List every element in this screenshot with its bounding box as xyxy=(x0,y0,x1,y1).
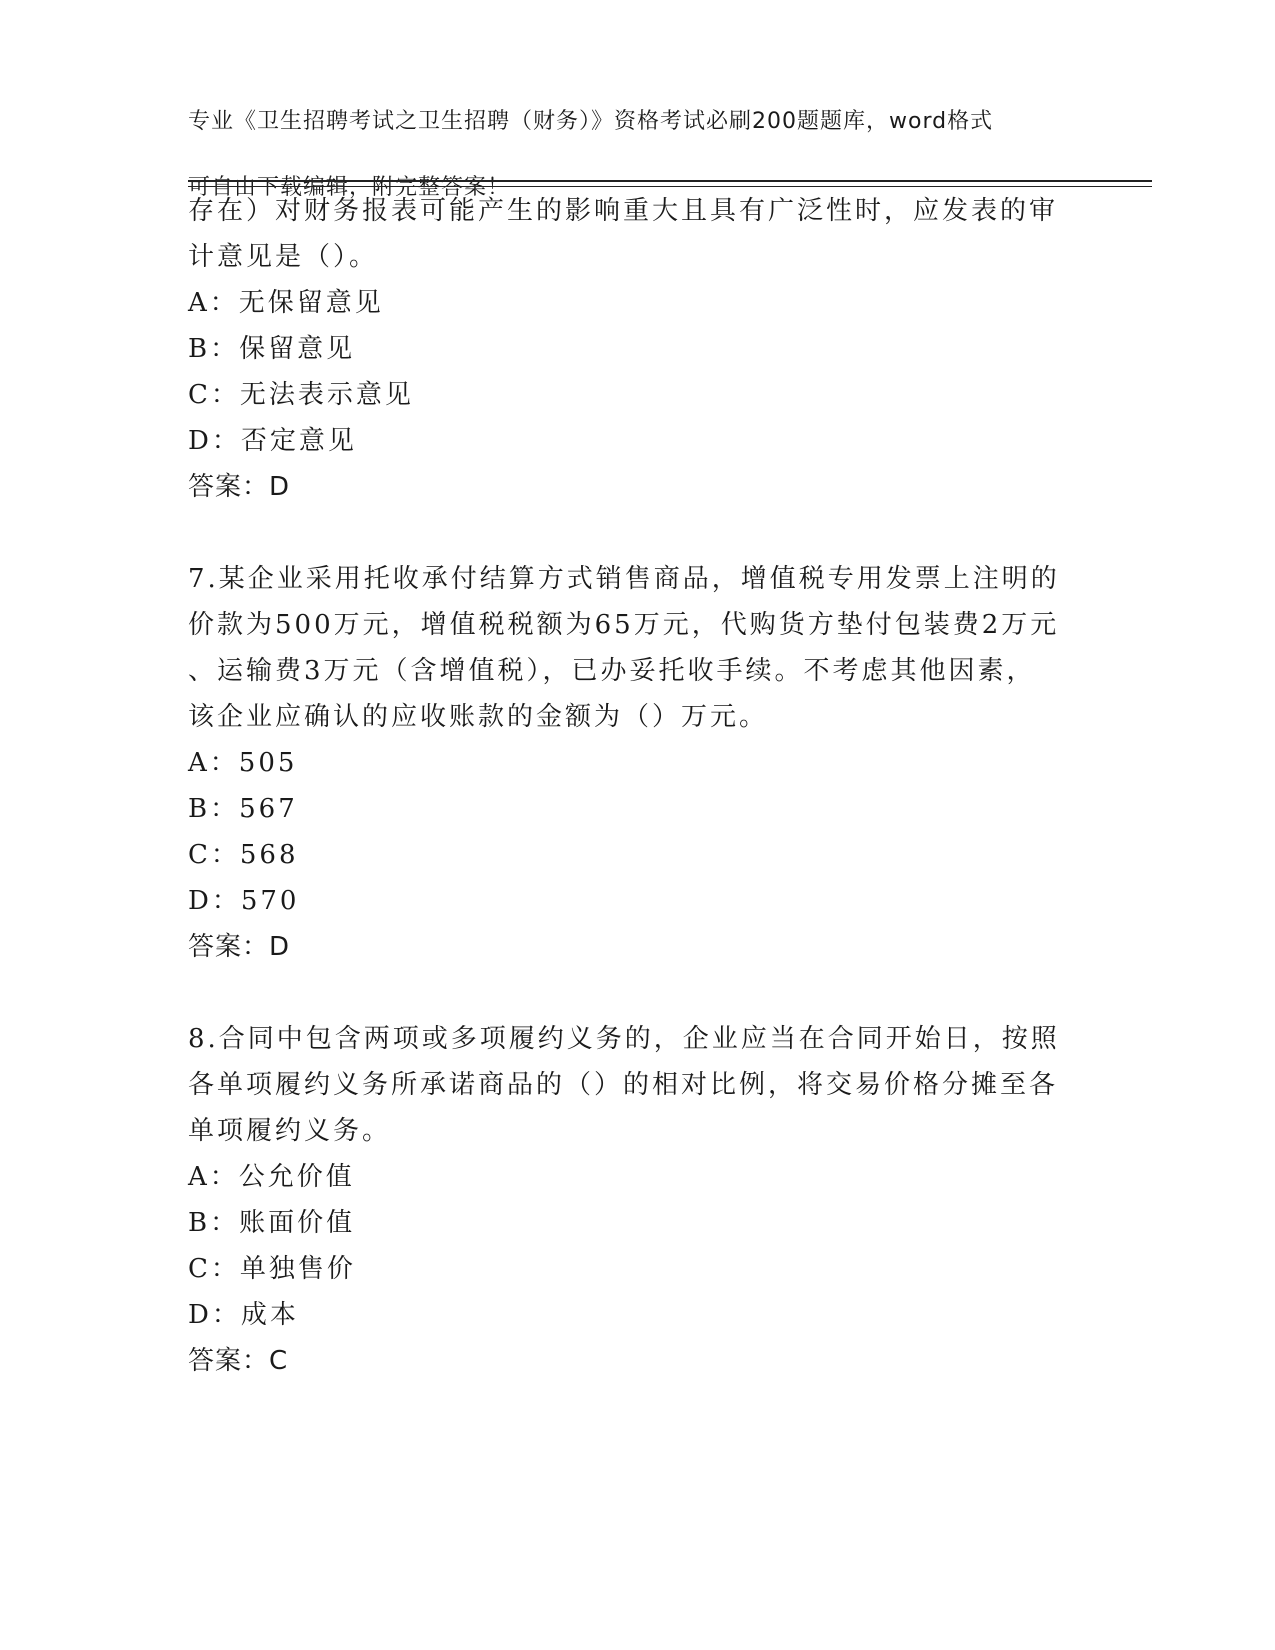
question-spacer xyxy=(188,970,1108,1016)
option-a: A：505 xyxy=(188,748,298,778)
option-c: C：568 xyxy=(188,840,299,870)
question-8 xyxy=(188,1016,1108,1384)
option-d: D：否定意见 xyxy=(188,426,357,456)
question-spacer xyxy=(188,510,1108,556)
header-title-line-2: 可自由下载编辑，附完整答案！ xyxy=(188,175,511,200)
question-stem-line: 7.某企业采用托收承付结算方式销售商品，增值税专用发票上注明的 xyxy=(188,564,1060,594)
question-stem-line: 该企业应确认的应收账款的金额为（）万元。 xyxy=(188,702,769,732)
header-title-line-1: 专业《卫生招聘考试之卫生招聘（财务）》资格考试必刷200题题库，word格式 xyxy=(188,109,994,134)
option-a: A：公允价值 xyxy=(188,1162,355,1192)
question-6 xyxy=(188,188,1108,510)
question-stem-line: 价款为500万元，增值税税额为65万元，代购货方垫付包装费2万元 xyxy=(188,610,1060,640)
question-stem-line: 存在）对财务报表可能产生的影响重大且具有广泛性时，应发表的审 xyxy=(188,196,1059,226)
answer-line: 答案：D xyxy=(188,472,291,502)
question-stem-line: 计意见是（）。 xyxy=(188,242,379,272)
header-divider-thick xyxy=(188,180,1152,182)
option-b: B：账面价值 xyxy=(188,1208,356,1238)
option-d: D：成本 xyxy=(188,1300,299,1330)
option-b: B：567 xyxy=(188,794,298,824)
answer-line: 答案：C xyxy=(188,1346,289,1376)
option-d: D：570 xyxy=(188,886,300,916)
question-7 xyxy=(188,556,1108,970)
question-stem-line: 、运输费3万元（含增值税），已办妥托收手续。不考虑其他因素， xyxy=(188,656,1036,686)
answer-line: 答案：D xyxy=(188,932,291,962)
option-c: C：单独售价 xyxy=(188,1254,356,1284)
header-divider-thin xyxy=(188,186,1152,187)
option-b: B：保留意见 xyxy=(188,334,356,364)
question-stem-line: 各单项履约义务所承诺商品的（）的相对比例，将交易价格分摊至各 xyxy=(188,1070,1059,1100)
question-stem-line: 8.合同中包含两项或多项履约义务的，企业应当在合同开始日，按照 xyxy=(188,1024,1060,1054)
question-stem-line: 单项履约义务。 xyxy=(188,1116,392,1146)
option-c: C：无法表示意见 xyxy=(188,380,414,410)
question-list xyxy=(188,188,1108,1384)
option-a: A：无保留意见 xyxy=(188,288,384,318)
